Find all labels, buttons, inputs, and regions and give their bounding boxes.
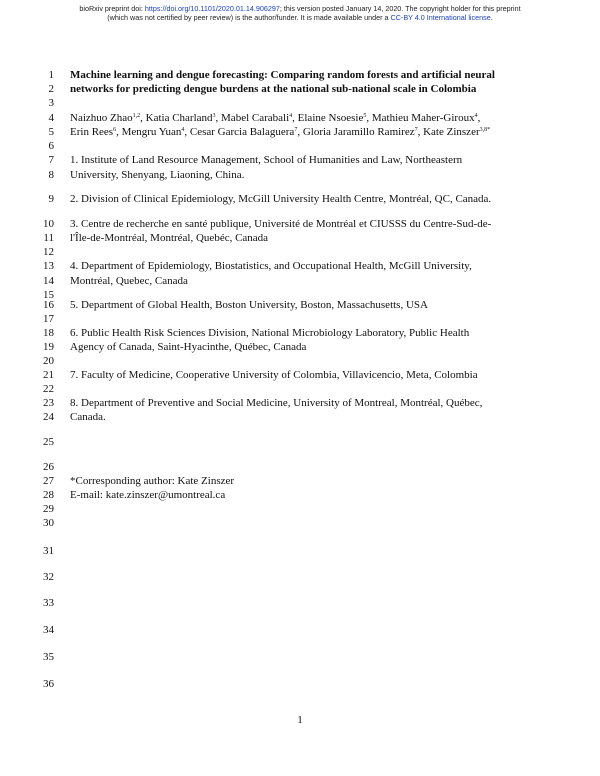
author-name: Kate Zinszer [423, 126, 480, 138]
author-affiliation: 4 [474, 113, 478, 119]
line-number: 2 [48, 83, 54, 95]
line-number: 31 [43, 545, 54, 557]
author-name: Mabel Carabali [221, 112, 290, 124]
header-line-1: bioRxiv preprint doi: https://doi.org/10.1101/2020.01.14.906297; this version posted January 14, 2020. The copyright holder for this preprint [79, 4, 521, 13]
line-number: 3 [48, 97, 54, 109]
line-number: 5 [48, 126, 54, 138]
line-number: 33 [43, 597, 54, 609]
affiliation-3: 3. Centre de recherche en santé publique, Université de Montréal et CIUSSS du Centre-Sud-de- [70, 218, 492, 230]
line-number: 15 [43, 289, 54, 301]
line-number: 13 [43, 260, 54, 272]
author-name: Gloria Jaramillo Ramirez [302, 126, 415, 138]
affiliation-3-cont: l'Île-de-Montréal, Montréal, Quebéc, Canada [70, 232, 269, 244]
corresponding-email: E-mail: kate.zinszer@umontreal.ca [70, 489, 226, 501]
line-number: 8 [48, 169, 54, 181]
author-affiliation: 3,8* [479, 127, 491, 133]
line-number: 24 [43, 411, 54, 423]
author-affiliation: 5 [363, 113, 367, 119]
author-name: Erin Rees [70, 126, 114, 138]
line-number: 6 [48, 140, 54, 152]
affiliation-1-cont: University, Shenyang, Liaoning, China. [70, 169, 245, 181]
affiliation-4: 4. Department of Epidemiology, Biostatistics, and Occupational Health, McGill University, [70, 260, 472, 272]
line-number: 34 [43, 624, 54, 636]
line-number: 26 [43, 461, 54, 473]
author-affiliation: 1,2 [132, 113, 141, 119]
author-name: Mengru Yuan [121, 126, 182, 138]
doi-link[interactable]: https://doi.org/10.1101/2020.01.14.906297 [144, 4, 280, 13]
affiliation-6-cont: Agency of Canada, Saint-Hyacinthe, Québec, Canada [70, 341, 307, 353]
author-name: Cesar Garcia Balaguera [189, 126, 295, 138]
line-number: 14 [43, 275, 54, 287]
author-affiliation: 6 [113, 127, 117, 133]
author-affiliation: 4 [181, 127, 185, 133]
line-number: 4 [48, 112, 54, 124]
line-number: 18 [43, 327, 54, 339]
page-number: 1 [297, 714, 303, 726]
line-number: 17 [43, 313, 54, 325]
line-number: 20 [43, 355, 54, 367]
line-number: 36 [43, 678, 54, 690]
line-number: 25 [43, 436, 54, 448]
authors-line-2: Erin Rees$^6$, Mengru Yuan$^4$, Cesar Garcia Balaguera$^7$, Gloria Jaramillo Ramirez$^7$, Kate Zinszer$^{3,8*}$ [70, 126, 491, 138]
line-number: 28 [43, 489, 54, 501]
header-line-2: (which was not certified by peer review) is the author/funder. It is made available under a CC-BY 4.0 International license. [107, 13, 493, 22]
preprint-header [0, 4, 600, 22]
author-name: Naizhuo Zhao [70, 112, 133, 124]
author-affiliation: 4 [289, 113, 293, 119]
author-name: Elaine Nsoesie [297, 112, 364, 124]
line-number: 11 [43, 232, 54, 244]
line-number: 16 [43, 299, 54, 311]
affiliation-2: 2. Division of Clinical Epidemiology, McGill University Health Centre, Montréal, QC, Canada. [70, 193, 492, 205]
author-name: Mathieu Maher-Giroux [371, 112, 475, 124]
title-line-2: networks for predicting dengue burdens at the national sub-national scale in Colombia [70, 83, 477, 95]
affiliation-8-cont: Canada. [70, 411, 106, 423]
author-affiliation: 7 [294, 127, 298, 133]
line-number: 7 [48, 154, 54, 166]
line-number: 19 [43, 341, 54, 353]
line-number: 22 [43, 383, 54, 395]
affiliation-1: 1. Institute of Land Resource Management, School of Humanities and Law, Northeastern [70, 154, 463, 166]
affiliation-4-cont: Montréal, Quebec, Canada [70, 275, 188, 287]
affiliation-5: 5. Department of Global Health, Boston University, Boston, Massachusetts, USA [70, 299, 428, 311]
author-name: Katia Charland [145, 112, 213, 124]
line-number: 21 [43, 369, 54, 381]
line-number: 30 [43, 517, 54, 529]
affiliation-6: 6. Public Health Risk Sciences Division, National Microbiology Laboratory, Public Health [70, 327, 470, 339]
corresponding-author: *Corresponding author: Kate Zinszer [70, 475, 235, 487]
author-affiliation: 7 [414, 127, 418, 133]
line-number: 9 [48, 193, 54, 205]
author-affiliation: 3 [212, 113, 216, 119]
authors-line-1: Naizhuo Zhao$^{1,2}$, Katia Charland$^3$, Mabel Carabali$^4$, Elaine Nsoesie$^5$, Mathieu Maher-Giroux$^4$, [70, 112, 481, 124]
line-number: 27 [43, 475, 54, 487]
license-link[interactable]: CC-BY 4.0 International license [390, 13, 491, 22]
line-number: 35 [43, 651, 54, 663]
line-number: 29 [43, 503, 54, 515]
line-number: 1 [48, 69, 54, 81]
affiliation-7: 7. Faculty of Medicine, Cooperative University of Colombia, Villavicencio, Meta, Colombia [70, 369, 478, 381]
affiliation-8: 8. Department of Preventive and Social Medicine, University of Montreal, Montréal, Québec, [70, 397, 483, 409]
title-line-1: Machine learning and dengue forecasting: Comparing random forests and artificial neural [70, 69, 495, 81]
line-number: 23 [43, 397, 54, 409]
line-number: 12 [43, 246, 54, 258]
line-number: 32 [43, 571, 54, 583]
line-number: 10 [43, 218, 54, 230]
